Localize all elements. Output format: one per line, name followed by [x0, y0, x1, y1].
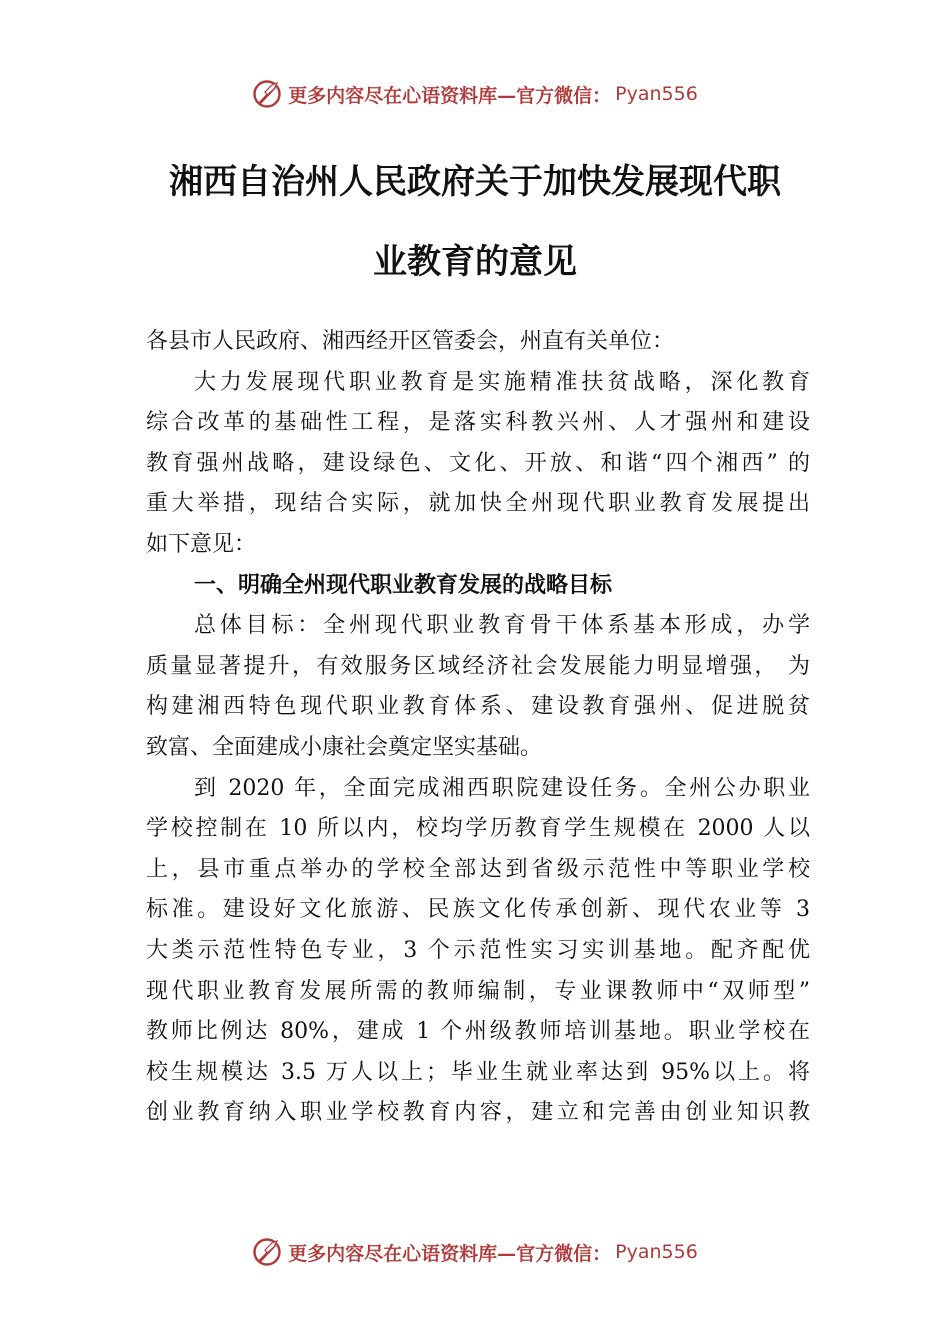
- paragraph-line: 质量显著提升，有效服务区域经济社会发展能力明显增强， 为: [146, 653, 810, 679]
- paragraph-line: 上，县市重点举办的学校全部达到省级示范性中等职业学校: [146, 856, 810, 882]
- paragraph-line: 教育强州战略，建设绿色、文化、开放、和谐“四个湘西” 的: [146, 450, 810, 476]
- paragraph-line: 校生规模达 3.5 万人以上；毕业生就业率达到 95%以上。将: [146, 1059, 810, 1085]
- document-body: [146, 322, 810, 1134]
- paragraph-line: 教师比例达 80%，建成 1 个州级教师培训基地。职业学校在: [146, 1019, 810, 1045]
- title-line: 业教育的意见: [373, 242, 577, 282]
- paragraph-line: 构建湘西特色现代职业教育体系、建设教育强州、促进脱贫: [146, 694, 810, 720]
- paragraph-line: 标准。建设好文化旅游、民族文化传承创新、现代农业等 3: [146, 897, 810, 923]
- paragraph-line: 致富、全面建成小康社会奠定坚实基础。: [146, 734, 543, 760]
- watermark-contact: Pyan556: [615, 83, 698, 105]
- paragraph-line: 如下意见：: [146, 531, 257, 557]
- paragraph-line: 大力发展现代职业教育是实施精准扶贫战略，深化教育: [194, 369, 810, 395]
- footer-watermark: [0, 1232, 950, 1272]
- salutation: 各县市人民政府、湘西经开区管委会，州直有关单位：: [146, 329, 675, 354]
- paragraph-line: 创业教育纳入职业学校教育内容，建立和完善由创业知识教: [146, 1100, 810, 1126]
- section-heading: 一、明确全州现代职业教育发展的战略目标: [194, 572, 613, 598]
- watermark-contact: Pyan556: [615, 1241, 698, 1263]
- title-line: 湘西自治州人民政府关于加快发展现代职: [169, 162, 781, 202]
- paragraph-line: 总体目标：全州现代职业教育骨干体系基本形成，办学: [194, 613, 810, 639]
- watermark-text: 更多内容尽在心语资料库—官方微信：: [288, 1242, 612, 1265]
- quill-pen-circle-icon: [252, 1237, 282, 1267]
- watermark-text: 更多内容尽在心语资料库—官方微信：: [288, 84, 612, 107]
- quill-pen-circle-icon: [252, 79, 282, 109]
- header-watermark: [0, 74, 950, 114]
- paragraph-line: 重大举措，现结合实际，就加快全州现代职业教育发展提出: [146, 491, 810, 517]
- paragraph-line: 到 2020 年，全面完成湘西职院建设任务。全州公办职业: [194, 775, 810, 801]
- document-title: [130, 142, 820, 302]
- paragraph-line: 现代职业教育发展所需的教师编制，专业课教师中“双师型”: [146, 978, 810, 1004]
- paragraph-line: 综合改革的基础性工程，是落实科教兴州、人才强州和建设: [146, 410, 810, 436]
- paragraph-line: 学校控制在 10 所以内，校均学历教育学生规模在 2000 人以: [146, 816, 810, 842]
- paragraph-line: 大类示范性特色专业，3 个示范性实习实训基地。配齐配优: [146, 937, 810, 963]
